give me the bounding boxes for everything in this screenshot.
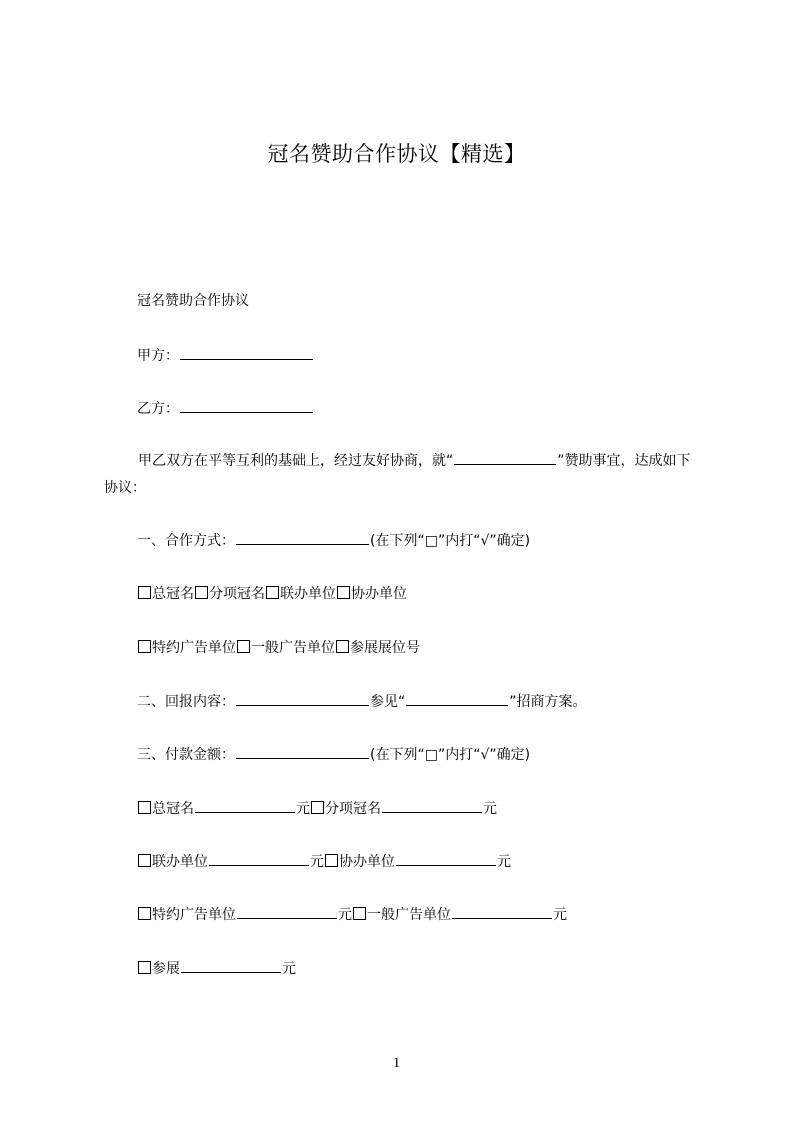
checkbox-assisting-unit[interactable] (337, 586, 350, 599)
option-label: 一般广告单位 (251, 640, 335, 656)
currency-unit: 元 (310, 854, 324, 870)
amount-blank[interactable] (181, 957, 281, 973)
checkbox-pay-assisting[interactable] (325, 854, 338, 867)
checkbox-co-organizer[interactable] (266, 586, 279, 599)
option-label: 特约广告单位 (152, 640, 236, 656)
checkbox-pay-sub-title[interactable] (311, 801, 324, 814)
checkbox-pay-general-ad[interactable] (353, 907, 366, 920)
payment-item-label: 参展 (152, 961, 180, 977)
cooperation-mode-blank[interactable] (236, 529, 369, 545)
party-b-label: 乙方： (137, 401, 179, 417)
agreement-heading: 冠名赞助合作协议 (137, 293, 249, 309)
document-title: 冠名赞助合作协议【精选】 (267, 142, 526, 166)
payment-row1 (137, 797, 497, 820)
section3-line (137, 743, 530, 766)
amount-blank[interactable] (396, 850, 496, 866)
payment-amount-blank[interactable] (236, 743, 369, 759)
option-label: 协办单位 (351, 586, 407, 602)
currency-unit: 元 (338, 907, 352, 923)
checkbox-pay-special-ad[interactable] (138, 907, 151, 920)
payment-item-label: 一般广告单位 (367, 907, 451, 923)
section2-ref-post: ”招商方案。 (509, 694, 587, 710)
payment-item-label: 总冠名 (152, 801, 194, 817)
checkbox-pay-co-organizer[interactable] (138, 854, 151, 867)
intro-paragraph (104, 448, 704, 502)
currency-unit: 元 (497, 854, 511, 870)
option-label: 总冠名 (152, 586, 194, 602)
cooperation-options-row2 (137, 637, 420, 659)
checkbox-general-ad[interactable] (237, 640, 250, 653)
currency-unit: 元 (553, 907, 567, 923)
section1-line (137, 529, 530, 552)
intro-text-1: 甲乙双方在平等互利的基础上，经过友好协商，就“ (138, 453, 454, 469)
return-content-blank[interactable] (236, 690, 369, 706)
amount-blank[interactable] (209, 850, 309, 866)
amount-blank[interactable] (452, 903, 552, 919)
payment-row4 (137, 957, 296, 980)
option-label: 参展展位号 (350, 640, 420, 656)
option-label: 分项冠名 (209, 586, 265, 602)
payment-item-label: 联办单位 (152, 854, 208, 870)
amount-blank[interactable] (195, 797, 295, 813)
currency-unit: 元 (282, 961, 296, 977)
plan-name-blank[interactable] (406, 690, 508, 706)
section1-label: 一、合作方式： (137, 533, 235, 549)
currency-unit: 元 (483, 801, 497, 817)
section2-ref-pre: 参见“ (370, 694, 406, 710)
checkbox-sub-title-sponsor[interactable] (195, 586, 208, 599)
section3-note: (在下列“□”内打“√”确定) (370, 747, 531, 763)
checkbox-pay-exhibit[interactable] (138, 961, 151, 974)
checkbox-pay-title-sponsor[interactable] (138, 801, 151, 814)
party-b-blank[interactable] (180, 397, 313, 413)
section1-note: (在下列“□”内打“√”确定) (370, 533, 531, 549)
payment-item-label: 分项冠名 (325, 801, 381, 817)
payment-row2 (137, 850, 511, 873)
section3-label: 三、付款金额： (137, 747, 235, 763)
amount-blank[interactable] (382, 797, 482, 813)
checkbox-special-ad[interactable] (138, 640, 151, 653)
cooperation-options-row1 (137, 583, 407, 605)
option-label: 联办单位 (280, 586, 336, 602)
payment-item-label: 协办单位 (339, 854, 395, 870)
checkbox-booth[interactable] (336, 640, 349, 653)
party-a-label: 甲方： (137, 348, 179, 364)
sponsorship-event-blank[interactable] (454, 449, 556, 465)
checkbox-title-sponsor[interactable] (138, 586, 151, 599)
party-a-blank[interactable] (180, 344, 313, 360)
payment-item-label: 特约广告单位 (152, 907, 236, 923)
payment-row3 (137, 903, 567, 926)
section2-label: 二、回报内容： (137, 694, 235, 710)
page-number: 1 (392, 1055, 401, 1071)
party-a-line (137, 344, 314, 367)
intro-text-2: ”赞助事宜，达成如下协议： (104, 453, 691, 496)
currency-unit: 元 (296, 801, 310, 817)
party-b-line (137, 397, 314, 420)
amount-blank[interactable] (237, 903, 337, 919)
section2-line (137, 690, 587, 713)
